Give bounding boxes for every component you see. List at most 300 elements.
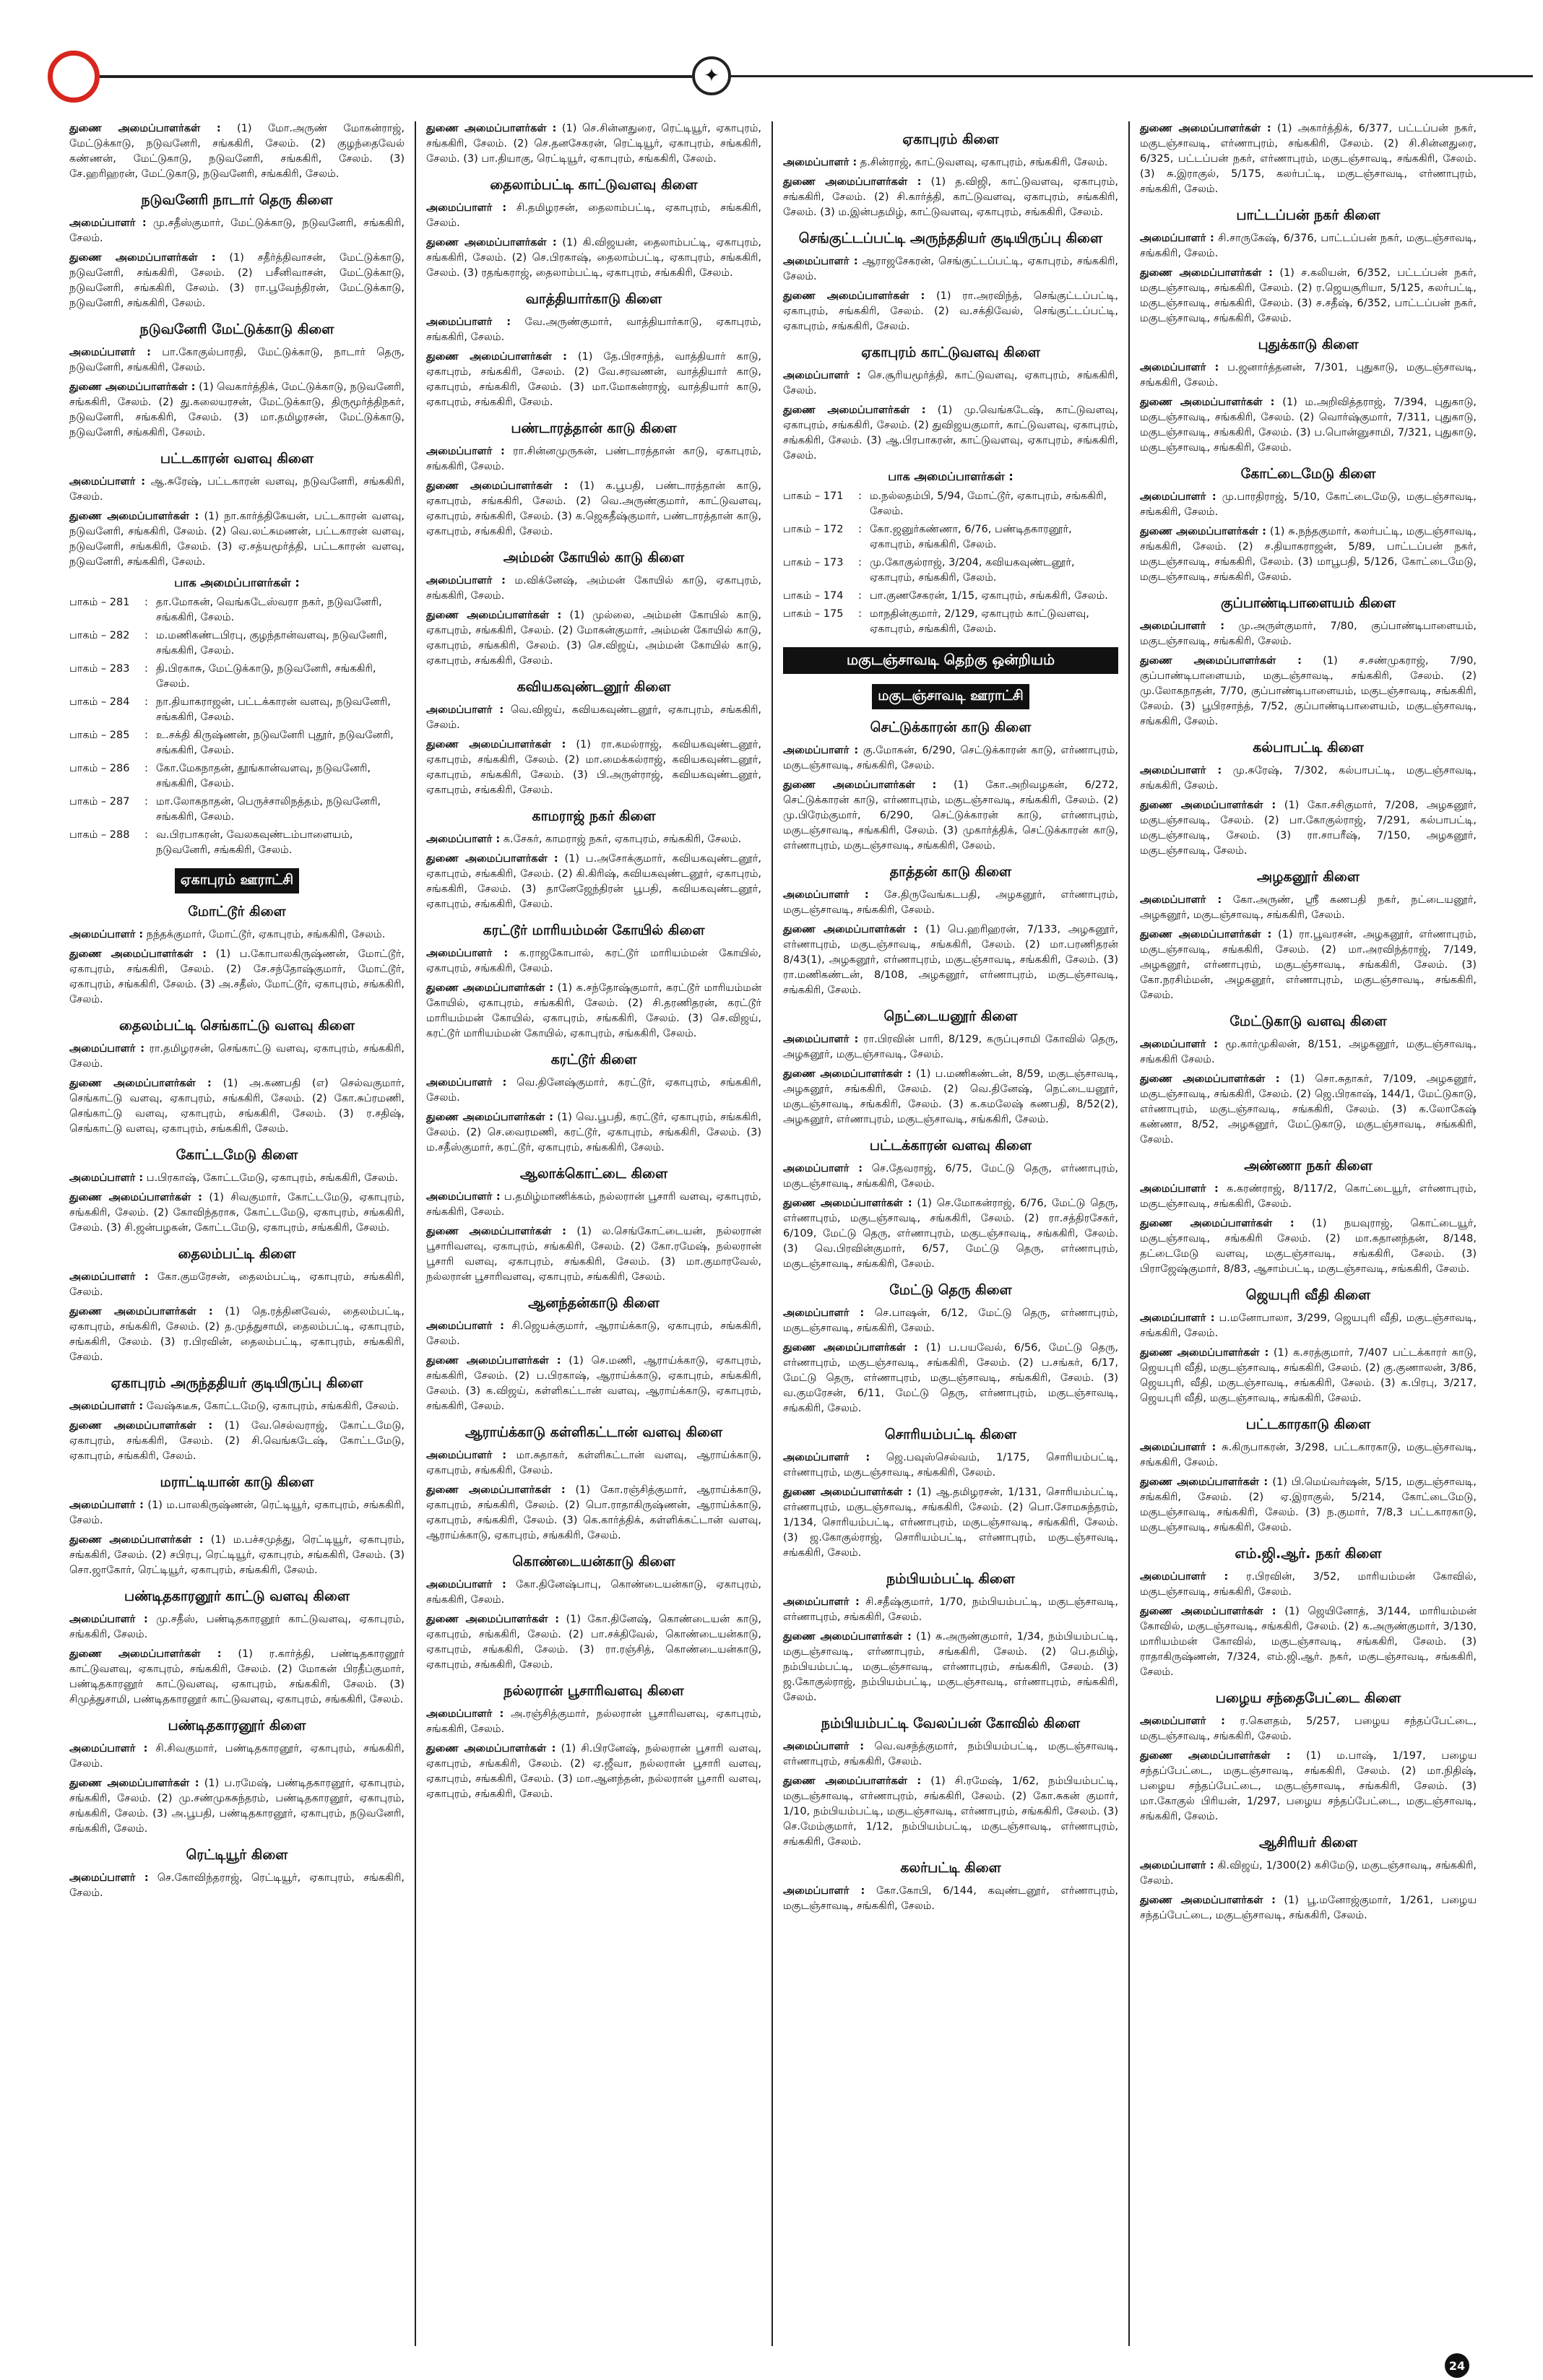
branch-title: ஏகாபுரம் கிளை [902,131,999,147]
role-label: அமைப்பாளர் : [783,157,857,168]
page-number: 24 [1445,2353,1469,2378]
officer-details: ரா.பிரவின் பாரி, 8/129, கருப்புசாமி கோவில் தெரு, அழகனூர், மகுடஞ்சாவடி, சேலம். [783,1034,1119,1060]
officer-details: கோ.கோபி, 6/144, கவுண்டனூர், எர்ணாபுரம், மகுடஞ்சாவடி, சங்ககிரி, சேலம். [783,1885,1118,1912]
role-label: துணை அமைப்பாளர்கள் : [426,853,558,865]
branch-title: தாத்தன் காடு கிளை [889,864,1012,880]
officer-entry [69,1741,405,1772]
officer-details: மு.அருள்குமார், 7/80, குப்பாண்டிபாளையம், மகுடஞ்சாவடி, சங்ககிரி, சேலம். [1140,620,1477,647]
officer-entry [426,1483,761,1544]
officer-details: (1) மோ.அருண் மோகன்ராஜ், மேட்டுக்காடு, நடுவனேரி, சங்ககிரி, சேலம். (2) குழந்தைவேல் கண்ணன், மேட்டுகாடு, நடுவனேரி, சங்ககிரி, சேலம். (3) சே.ஹரிஹரன், மேட்டுகாடு, நடுவனேரி, சங்ககிரி, சேலம். [69,123,405,180]
officer-entry [426,121,761,167]
branch-title: பாட்டப்பன் நகர் கிளை [1236,207,1380,223]
role-label: அமைப்பாளர் : [783,370,861,381]
role-label: துணை அமைப்பாளர்கள் : [69,1192,202,1203]
officer-details: கோ.அருண், ஸ்ரீ கணபதி நகர், நட்டையனூர், அழகனூர், மகுடஞ்சாவடி, சங்ககிரி, சேலம். [1140,894,1477,921]
separator: : [144,663,148,675]
officer-entry [783,1032,1118,1063]
officer-details: (1) க.பூபதி, பண்டாரத்தான் காடு, ஏகாபுரம், சங்ககிரி, சேலம். (2) வெ.அருண்குமார், காட்டுவளவு, ஏகாபுரம், சங்ககிரி, சேலம். (3) க.ஜெகதீஷ்குமார், பண்டாரத்தான் காடு, ஏகாபுரம், சங்ககிரி, சேலம். [426,480,761,537]
header-rule-right [731,75,1533,77]
role-label: துணை அமைப்பாளர்கள் : [783,1487,912,1498]
officer-details: சி.சிவகுமார், பண்டிதகாரனூர், ஏகாபுரம், சங்ககிரி, சேலம். [69,1743,405,1770]
officer-entry [69,251,405,311]
booth-number: பாகம் – 172 [783,524,844,535]
officer-entry [426,608,761,669]
role-label: துணை அமைப்பாளர்கள் : [69,1534,204,1546]
branch-title: பண்டாரத்தான் காடு கிளை [511,420,677,436]
booth-officer: மு.கோகுல்ராஜ், 3/204, கவியகவுண்டனூர், ஏகாபுரம், சங்ககிரி, சேலம். [870,557,1075,584]
officer-entry [426,946,761,977]
officer-entry [783,1774,1118,1850]
officer-entry [1140,1570,1477,1600]
booth-officer: உ.சக்தி கிருஷ்ணன், நடுவனேரி புதூர், நடுவனேரி, சங்ககிரி, சேலம். [156,730,394,756]
separator: : [858,524,862,535]
officer-entry [69,475,405,505]
panchayat-banner: ஏகாபுரம் ஊராட்சி [175,868,299,893]
role-label: துணை அமைப்பாளர்கள் : [783,176,922,188]
booth-row [69,828,405,858]
officer-details: (1) செ.சின்னதுரை, ரெட்டியூர், ஏகாபுரம், சங்ககிரி, சேலம். (2) செ.தனசேகரன், ரெட்டியூர், ஏகாபுரம், சங்ககிரி, சேலம். (3) பா.தியாகு, ரெட்டியூர், ஏகாபுரம், சங்ககிரி, சேலம். [426,123,761,165]
booth-row [783,555,1118,586]
officer-entry [69,1612,405,1643]
officer-entry [426,479,761,540]
role-label: துணை அமைப்பாளர்கள் : [426,1614,560,1625]
column-4 [1130,121,1487,2346]
officer-details: சே.திருவேங்கடபதி, அழகனூர், எர்ணாபுரம், மகுடஞ்சாவடி, சங்ககிரி, சேலம். [783,889,1118,916]
role-label: அமைப்பாளர் : [69,217,147,229]
officer-entry [426,1224,761,1285]
role-label: அமைப்பாளர் : [426,834,501,845]
separator: : [144,730,148,741]
branch-title: தைலாம்பட்டி காட்டுவளவு கிளை [490,177,698,193]
role-label: அமைப்பாளர் : [426,1450,507,1461]
branch-title: புதுக்காடு கிளை [1258,337,1359,352]
branch-title: கோட்டைமேடு கிளை [1240,466,1376,482]
officer-details: மு.சுரேஷ், 7/302, கல்பாபட்டி, மகுடஞ்சாவடி, சங்ககிரி, சேலம். [1140,765,1477,792]
role-label: துணை அமைப்பாளர்கள் : [783,1631,912,1643]
officer-entry [69,1498,405,1528]
officer-entry [69,1871,405,1901]
officer-entry [783,888,1118,918]
role-label: துணை அமைப்பாளர்கள் : [69,948,207,960]
separator: : [858,590,862,602]
booth-number: பாகம் – 175 [783,608,844,620]
role-label: துணை அமைப்பாளர்கள் : [1140,1895,1276,1906]
officer-details: செ.தேவராஜ், 6/75, மேட்டு தெரு, எர்ணாபுரம், மகுடஞ்சாவடி, சங்ககிரி, சேலம். [783,1163,1118,1190]
role-label: துணை அமைப்பாளர்கள் : [426,739,566,750]
booth-heading: பாக அமைப்பாளர்கள் : [174,576,300,589]
booth-number: பாகம் – 284 [69,696,130,708]
booth-number: பாகம் – 171 [783,490,844,502]
separator: : [144,796,148,808]
booth-officer: ம.மணிகண்டபிரபு, குழந்தான்வளவு, நடுவனேரி, சங்ககிரி, சேலம். [156,630,387,657]
role-label: அமைப்பாளர் : [783,1741,865,1752]
officer-details: (1) ப.பயவேல், 6/56, மேட்டு தெரு, எர்ணாபுரம், மகுடஞ்சாவடி, சங்ககிரி, சேலம். (2) ப.சங்கர், 6/17, மேட்டு தெரு, எர்ணாபுரம், மகுடஞ்சாவடி, சங்ககிரி, சேலம். (3) வ.குமரேசன், 6/11, மேட்டு தெரு, எர்ணாபுரம், மகுடஞ்சாவடி, சங்ககிரி, சேலம். [783,1342,1118,1414]
role-label: துணை அமைப்பாளர்கள் : [426,1484,566,1496]
officer-entry [783,368,1118,399]
role-label: துணை அமைப்பாளர்கள் : [426,480,569,492]
branch-title: ஜெயபுரி வீதி கிளை [1245,1287,1371,1303]
role-label: அமைப்பாளர் : [69,1743,148,1754]
role-label: துணை அமைப்பாளர்கள் : [1140,929,1272,940]
officer-entry [69,1399,405,1414]
officer-details: ரா.சின்னமுருகன், பண்டாரத்தான் காடு, ஏகாபுரம், சங்ககிரி, சேலம். [426,446,761,472]
officer-details: (1) கோ.ரஞ்சித்குமார், ஆராய்க்காடு, ஏகாபுரம், சங்ககிரி, சேலம். (2) பொ.ராதாகிருஷ்ணன், ஆராய்க்காடு, ஏகாபுரம், சங்ககிரி, சேலம். (3) கெ.கார்த்திக், கள்ளிக்கட்டான் வளவு, ஆராய்க்காடு, ஏகாபுரம், சங்ககிரி, சேலம். [426,1484,761,1541]
officer-entry [1140,798,1477,859]
officer-details: க.கரண்ராஜ், 8/117/2, கொட்டையூர், எர்ணாபுரம், மகுடஞ்சாவடி, சங்ககிரி, சேலம். [1140,1183,1477,1210]
officer-details: (1) நயவுராஜ், கொட்டையூர், மகுடஞ்சாவடி, சங்ககிரி சேலம். (2) மா.கதானந்தன், 8/148, தட்டைமேடு வளவு, மகுடஞ்சாவடி, சங்ககிரி, சேலம். (3) பிராஜேஷ்குமார், 8/83, ஆசாம்பட்டி, மகுடஞ்சாவடி, சங்ககிரி, சேலம். [1140,1218,1477,1275]
officer-details: க.சேகர், காமராஜ் நகர், ஏகாபுரம், சங்ககிரி, சேலம். [503,834,742,845]
officer-details: (1) ப.கோபாலகிருஷ்ணன், மோட்டூர், ஏகாபுரம், சங்ககிரி, சேலம். (2) சே.சந்தோஷ்குமார், மோட்டூர், ஏகாபுரம், சங்ககிரி, சேலம். (3) அ.சதீஸ், மோட்டூர், ஏகாபுரம், சங்ககிரி, சேலம். [69,948,405,1005]
officer-details: கோ.குமரேசன், தைலம்பட்டி, ஏகாபுரம், சங்ககிரி, சேலம். [69,1271,405,1298]
officer-entry [1140,1311,1477,1341]
booth-officer: தா.மோகன், வெங்கடேஸ்வரா நகர், நடுவனேரி, சங்ககிரி, சேலம். [156,597,382,623]
officer-entry [426,981,761,1042]
role-label: துணை அமைப்பாளர்கள் : [1140,1606,1276,1617]
officer-entry [783,254,1118,285]
officer-details: வெ.விஜய், கவியகவுண்டனூர், ஏகாபுரம், சங்ககிரி, சேலம். [426,704,761,731]
role-label: துணை அமைப்பாளர்கள் : [1140,1073,1280,1085]
officer-details: (1) வெ.பூபதி, கரட்டூர், ஏகாபுரம், சங்ககிரி, சேலம். (2) செ.வைரமணி, கரட்டூர், ஏகாபுரம், சங்ககிரி, சேலம். (3) ம.சதீஸ்குமார், கரட்டூர், ஏகாபுரம், சங்ககிரி, சேலம். [426,1112,761,1154]
officer-details: ப.மனோபாலா, 3/299, ஜெயபுரி வீதி, மகுடஞ்சாவடி, சங்ககிரி, சேலம். [1140,1312,1477,1339]
branch-title: ரெட்டியூர் கிளை [186,1847,288,1863]
officer-entry [1140,121,1477,197]
separator: : [144,630,148,641]
officer-entry [1140,1216,1477,1277]
officer-details: ஆ.சுரேஷ், பட்டகாரன் வளவு, நடுவனேரி, சங்ககிரி, சேலம். [69,476,405,503]
booth-officer: மா.லோகநாதன், பெருச்சாலிநத்தம், நடுவனேரி, சங்ககிரி, சேலம். [156,796,381,823]
officer-details: (1) சு.அருண்குமார், 1/34, நம்பியம்பட்டி, மகுடஞ்சாவடி, எர்ணாபுரம், சங்ககிரி, சேலம். (2) பெ.தமிழ், நம்பியம்பட்டி, மகுடஞ்சாவடி, எர்ணாபுரம், சங்ககிரி, சேலம். (3) ஜ.கோகுல்ராஜ், நம்பியம்பட்டி, மகுடஞ்சாவடி, எர்ணாபுரம், சங்ககிரி, சேலம். [783,1631,1119,1703]
branch-title: மேட்டு தெரு கிளை [889,1282,1012,1298]
booth-row [69,795,405,825]
role-label: துணை அமைப்பாளர்கள் : [426,982,554,994]
booth-row [69,728,405,758]
branch-title: கோட்டமேடு கிளை [176,1147,298,1163]
booth-number: பாகம் – 286 [69,763,130,774]
officer-entry [69,1171,405,1186]
branch-title: நம்பியம்பட்டி கிளை [886,1571,1016,1587]
officer-entry [1140,619,1477,649]
branch-title: செங்குட்டப்பட்டி அருந்ததியர் குடியிருப்பு கிளை [798,230,1103,246]
role-label: அமைப்பாளர் : [1140,1183,1219,1195]
officer-entry [1140,1072,1477,1148]
officer-details: (1) சி.பிரனேஷ், நல்லரான் பூசாரி வளவு, ஏகாபுரம், சங்ககிரி, சேலம். (2) ஏ.ஜீவா, நல்லரான் பூசாரி வளவு, ஏகாபுரம், சங்ககிரி, சேலம். (3) மா.ஆனந்தன், நல்லரான் பூசாரி வளவு, ஏகாபுரம், சங்ககிரி, சேலம். [426,1743,762,1800]
officer-entry [783,1485,1118,1561]
officer-entry [783,1341,1118,1416]
officer-details: (1) தெ.ரத்தினவேல், தைலம்பட்டி, ஏகாபுரம், சங்ககிரி, சேலம். (2) த.முத்துசாமி, தைலம்பட்டி, ஏகாபுரம், சங்ககிரி, சேலம். (3) ர.பிரவின், தைலம்பட்டி, ஏகாபுரம், சங்ககிரி, சேலம். [69,1306,405,1363]
role-label: அமைப்பாளர் : [1140,491,1216,503]
officer-entry [783,175,1118,220]
branch-title: வாத்தியார்காடு கிளை [525,291,662,307]
role-label: துணை அமைப்பாளர்கள் : [69,1306,213,1317]
branch-title: பழைய சந்தைபேட்டை கிளை [1215,1690,1401,1706]
role-label: துணை அமைப்பாளர்கள் : [426,237,557,248]
booth-officer: பா.குணசேகரன், 1/15, ஏகாபுரம், சங்ககிரி, சேலம். [870,590,1108,602]
officer-entry [783,922,1118,998]
officer-entry [783,1595,1118,1625]
role-label: துணை அமைப்பாளர்கள் : [783,924,918,935]
booth-officer: கோ.மேகநாதன், தூங்கான்வளவு, நடுவனேரி, சங்ககிரி, சேலம். [156,763,371,789]
officer-details: (1) ம.பச்சமுத்து, ரெட்டியூர், ஏகாபுரம், சங்ககிரி, சேலம். (2) சபிரபு, ரெட்டியூர், ஏகாபுரம், சங்ககிரி, சேலம். (3) சொ.ஜாகோர், ரெட்டியூர், ஏகாபுரம், சங்ககிரி, சேலம். [69,1534,405,1576]
panchayat-banner: மகுடஞ்சாவடி ஊராட்சி [872,684,1029,709]
officer-details: க.ராஜகோபால், கரட்டூர் மாரியம்மன் கோயில், ஏகாபுரம், சங்ககிரி, சேலம். [426,948,762,974]
officer-details: (1) ப.மணிகண்டன், 8/59, மகுடஞ்சாவடி, அழகனூர், சங்ககிரி, சேலம். (2) வெ.தினேஷ், நெட்டையனூர், மகுடஞ்சாவடி, சங்ககிரி, சேலம். (3) க.கமலேஷ் கணபதி, 8/52(2), அழகனூர், எர்ணாபுரம், மகுடஞ்சாவடி, சங்ககிரி, சேலம். [783,1068,1119,1125]
officer-entry [69,121,405,182]
branch-title: பட்டகாரன் வளவு கிளை [160,451,314,467]
role-label: துணை அமைப்பாளர்கள் : [1140,267,1273,279]
officer-entry [1140,1749,1477,1825]
officer-details: (1) செ.மணி, ஆராய்க்காடு, ஏகாபுரம், சங்ககிரி, சேலம். (2) ப.பிரகாஷ், ஆராய்க்காடு, ஏகாபுரம், சங்ககிரி, சேலம். (3) க.விஜய், கள்ளிகட்டான் வளவு, ஆராய்க்காடு, ஏகாபுரம், சங்ககிரி, சேலம். [426,1355,761,1412]
officer-details: (1) சதீர்த்திவாசன், மேட்டுக்காடு, நடுவனேரி, சங்ககிரி, சேலம். (2) பசீனிவாசன், மேட்டுக்காடு, நடுவனேரி, சங்ககிரி, சேலம். (3) ரா.பூவேந்திரன், மேட்டுக்காடு, நடுவனேரி, சங்ககிரி, சேலம். [69,252,405,309]
officer-details: (1) ர.கார்த்தி, பண்டிதகாரனூர் காட்டுவளவு, ஏகாபுரம், சங்ககிரி, சேலம். (2) மோகன் பிரதீப்குமார், பண்டிதகாரனூர் காட்டுவளவு, ஏகாபுரம், சங்ககிரி, சேலம். (3) சிமுத்துசாமி, பண்டிதகாரனூர் காட்டுவளவு, ஏகாபுரம், சங்ககிரி, சேலம். [69,1648,405,1705]
role-label: அமைப்பாளர் : [69,1500,144,1511]
role-label: அமைப்பாளர் : [1140,1860,1214,1871]
officer-details: செ.பாஷன், 6/12, மேட்டு தெரு, எர்ணாபுரம், மகுடஞ்சாவடி, சங்ககிரி, சேலம். [783,1307,1118,1334]
role-label: அமைப்பாளர் : [426,1077,507,1089]
newspaper-columns [59,121,1487,2346]
officer-entry [69,1776,405,1837]
officer-details: அ.ரஞ்சித்குமார், நல்லரான் பூசாரிவளவு, ஏகாபுரம், சங்ககிரி, சேலம். [426,1708,761,1735]
officer-details: (1) நா.கார்த்திகேயன், பட்டகாரன் வளவு, நடுவனேரி, சங்ககிரி, சேலம். (2) வெ.லட்சுமணன், பட்டகாரன் வளவு, நடுவனேரி, சங்ககிரி, சேலம். (3) ஏ.சத்யமூர்த்தி, பட்டகாரன் வளவு, நடுவனேரி, சங்ககிரி, சேலம். [69,511,405,568]
officer-details: (1) ஆ.தமிழரசன், 1/131, சொரியம்பட்டி, எர்ணாபுரம், மகுடஞ்சாவடி, சங்ககிரி, சேலம். (2) பொ.சோமசுந்தரம், 1/134, சொரியம்பட்டி, எர்ணாபுரம், மகுடஞ்சாவடி, சங்ககிரி, சேலம். (3) ஜ.கோகுல்ராஜ், சொரியம்பட்டி, எர்ணாபுரம், மகுடஞ்சாவடி, சங்ககிரி, சேலம். [783,1487,1118,1559]
branch-title: எம்.ஜி.ஆர். நகர் கிளை [1235,1546,1382,1562]
officer-details: ஆராஜசேகரன், செங்குட்டப்பட்டி, ஏகாபுரம், சங்ககிரி, சேலம். [783,256,1118,282]
role-label: அமைப்பாளர் : [1140,362,1219,373]
union-banner: மகுடஞ்சாவடி தெற்கு ஒன்றியம் [783,647,1118,674]
officer-entry [783,155,1118,170]
role-label: துணை அமைப்பாளர்கள் : [783,404,926,416]
booth-row [69,695,405,725]
officer-details: (1) வெகார்த்திக், மேட்டுக்காடு, நடுவனேரி, சங்ககிரி, சேலம். (2) து.கலையரசன், மேட்டுக்காடு, திருமூர்த்திநகர், நடுவனேரி, சங்ககிரி, சேலம். (3) மா.தமிழரசன், மேட்டுக்காடு, நடுவனேரி, சங்ககிரி, சேலம். [69,381,405,438]
role-label: துணை அமைப்பாளர்கள் : [783,290,925,302]
role-label: துணை அமைப்பாளர்கள் : [426,1355,561,1367]
role-label: அமைப்பாளர் : [426,1191,501,1203]
role-label: துணை அமைப்பாளர்கள் : [783,1198,912,1209]
officer-entry [69,380,405,441]
officer-entry [1140,1037,1477,1068]
officer-entry [426,574,761,604]
branch-title: பட்டகாரகாடு கிளை [1245,1416,1371,1432]
role-label: அமைப்பாளர் : [69,1271,149,1283]
officer-details: கு.மோகன், 6/290, செட்டுக்காரன் காடு, எர்ணாபுரம், மகுடஞ்சாவடி, சங்ககிரி, சேலம். [783,745,1119,771]
branch-title: ஏகாபுரம் அருந்ததியர் குடியிருப்பு கிளை [111,1375,363,1391]
officer-entry [1140,490,1477,520]
officer-details: வே.அருண்குமார், வாத்தியார்காடு, ஏகாபுரம், சங்ககிரி, சேலம். [426,316,761,343]
booth-officer: நா.தியாகராஜன், பட்டக்காரன் வளவு, நடுவனேரி, சங்ககிரி, சேலம். [156,696,391,723]
officer-entry [426,315,761,345]
officer-entry [69,1270,405,1300]
officer-details: (1) கி.விஜயன், தைலாம்பட்டி, ஏகாபுரம், சங்ககிரி, சேலம். (2) செ.பிரகாஷ், தைலாம்பட்டி, ஏகாபுரம், சங்ககிரி, சேலம். (3) ரதங்கராஜ், தைலாம்பட்டி, ஏகாபுரம், சங்ககிரி, சேலம். [426,237,762,279]
role-label: அமைப்பாளர் : [426,948,509,959]
officer-details: (1) முல்லை, அம்மன் கோயில் காடு, ஏகாபுரம், சங்ககிரி, சேலம். (2) மோகன்குமார், அம்மன் கோயில் காடு, ஏகாபுரம், சங்ககிரி, சேலம். (3) செ.விஜய், அம்மன் கோயில் காடு, ஏகாபுரம், சங்ககிரி, சேலம். [426,610,761,667]
officer-details: (1) க.சரத்குமார், 7/407 பட்டக்காரர் காடு, ஜெயபுரி வீதி, மகுடஞ்சாவடி, சங்ககிரி, சேலம். (2) கு.குணாலன், 3/86, ஜெயபுரி, வீதி, மகுடஞ்சாவடி, சங்ககிரி, சேலம். (3) க.பிரபு, 3/217, ஜெயபுரி வீதி, மகுடஞ்சாவடி, சங்ககிரி, சேலம். [1140,1347,1477,1404]
officer-entry [426,1707,761,1737]
role-label: அமைப்பாளர் : [426,1708,504,1720]
role-label: அமைப்பாளர் : [1140,765,1222,776]
branch-title: நல்லரான் பூசாரிவளவு கிளை [503,1683,684,1699]
officer-details: சி.தமிழரசன், தைலாம்பட்டி, ஏகாபுரம், சங்ககிரி, சேலம். [426,202,762,229]
role-label: அமைப்பாளர் : [1140,233,1214,244]
column-3 [773,121,1130,2346]
separator: : [144,763,148,774]
officer-entry [1140,266,1477,326]
branch-title: நெட்டையனூர் கிளை [883,1008,1018,1024]
officer-entry [426,1612,761,1673]
role-label: துணை அமைப்பாளர்கள் : [69,1420,213,1432]
column-2 [416,121,773,2346]
role-label: துணை அமைப்பாளர்கள் : [783,1068,912,1080]
officer-entry [426,1110,761,1156]
role-label: துணை அமைப்பாளர்கள் : [69,1648,222,1660]
role-label: அமைப்பாளர் : [69,1614,148,1625]
officer-entry [1140,1475,1477,1536]
role-label: துணை அமைப்பாளர்கள் : [426,351,567,363]
role-label: துணை அமைப்பாளர்கள் : [426,123,557,134]
officer-details: வேஷ்கடீசு, கோட்டமேடு, ஏகாபுரம், சங்ககிரி, சேலம். [146,1401,399,1412]
role-label: துணை அமைப்பாளர்கள் : [1140,1347,1269,1359]
officer-details: (1) ஜெயினோத், 3/144, மாரியம்மன் கோவில், மகுடஞ்சாவடி, சங்ககிரி, சேலம். (2) க.அருண்குமார், 3/130, மாரியம்மன் கோவில், மகுடஞ்சாவடி, சங்ககிரி, சேலம். (3) ராதாகிருஷ்ணன், 7/324, எம்.ஜி.ஆர். நகர், மகுடஞ்சாவடி, சங்ககிரி, சேலம். [1140,1606,1477,1678]
officer-entry [1140,1440,1477,1471]
role-label: அமைப்பாளர் : [1140,1442,1216,1453]
role-label: அமைப்பாளர் : [1140,1571,1229,1583]
officer-details: (1) ப.அசோக்குமார், கவியகவுண்டனூர், ஏகாபுரம், சங்ககிரி, சேலம். (2) கி.கிரிஷ், கவியகவுண்டனூர், ஏகாபுரம், சங்ககிரி, சேலம். (3) தானேஜேந்திரன் பூபதி, கவியகவுண்டனூர், ஏகாபுரம், சங்ககிரி, சேலம். [426,853,762,910]
role-label: அமைப்பாளர் : [69,476,146,488]
role-label: துணை அமைப்பாளர்கள் : [1140,655,1302,667]
officer-entry [1140,1604,1477,1680]
role-label: துணை அமைப்பாளர்கள் : [783,1775,922,1787]
booth-number: பாகம் – 288 [69,829,130,841]
officer-entry [426,1448,761,1479]
role-label: துணை அமைப்பாளர்கள் : [1140,1750,1291,1762]
booth-row [69,662,405,692]
booth-row [783,607,1118,637]
officer-details: மு.பாரதிராஜ், 5/10, கோட்டைமேடு, மகுடஞ்சாவடி, சங்ககிரி, சேலம். [1140,491,1477,518]
officer-details: (1) பெ.ஹரிஹரன், 7/133, அழகனூர், எர்ணாபுரம், மகுடஞ்சாவடி, சங்ககிரி, சேலம். (2) மா.பரணிதரன் 8/43(1), அழகனூர், எர்ணாபுரம், மகுடஞ்சாவடி, சங்ககிரி, சேலம். (3) ரா.மணிகண்டன், 8/108, அழகனூர், எர்ணாபுரம், மகுடஞ்சாவடி, சங்ககிரி, சேலம். [783,924,1118,996]
booth-number: பாகம் – 173 [783,557,844,568]
separator: : [144,597,148,608]
booth-officer: தி.பிரகாசு, மேட்டுக்காடு, நடுவனேரி, சங்ககிரி, சேலம். [156,663,376,690]
officer-details: த.சின்ராஜ், காட்டுவளவு, ஏகாபுரம், சங்ககிரி, சேலம். [860,157,1108,168]
role-label: அமைப்பாளர் : [783,1307,865,1319]
officer-details: சி.ஜெயக்குமார், ஆராய்க்காடு, ஏகாபுரம், சங்ககிரி, சேலம். [426,1320,762,1347]
officer-entry [69,927,405,943]
officer-entry [426,235,761,281]
officer-details: ம.விக்னேஷ், அம்மன் கோயில் காடு, ஏகாபுரம், சங்ககிரி, சேலம். [426,575,761,602]
officer-entry [783,1739,1118,1770]
officer-details: வெ.தினேஷ்குமார், கரட்டூர், ஏகாபுரம், சங்ககிரி, சேலம். [426,1077,761,1104]
officer-entry [426,201,761,231]
branch-title: ஆலாக்கொட்டை கிளை [519,1166,668,1182]
officer-details: (1) ரா.பூவரசன், அழகனூர், எர்ணாபுரம், மகுடஞ்சாவடி, சங்ககிரி, சேலம். (2) மா.அரவிந்த்ராஜ், 7/149, அழகனூர், எர்ணாபுரம், மகுடஞ்சாவடி, சங்ககிரி, சேலம். (3) கோ.நரசிம்மன், அழகனூர், எர்ணாபுரம், மகுடஞ்சாவடி, சங்ககிரி, சேலம். [1140,929,1477,1001]
booth-row [69,628,405,659]
branch-title: காமராஜ் நகர் கிளை [532,808,656,824]
officer-details: (1) தே.பிரசாந்த், வாத்தியார் காடு, ஏகாபுரம், சங்ககிரி, சேலம். (2) வே.சரவணன், வாத்தியார் காடு, ஏகாபுரம், சங்ககிரி, சேலம். (3) மா.மோகன்ராஜ், வாத்தியார் காடு, ஏகாபுரம், சங்ககிரி, சேலம். [426,351,761,408]
officer-details: (1) ம.அறிவித்தராஜ், 7/394, புதுகாடு, மகுடஞ்சாவடி, சங்ககிரி, சேலம். (2) வொர்ஷ்குமார், 7/311, புதுகாடு, மகுடஞ்சாவடி, சங்ககிரி, சேலம். (3) ப.பொன்னுசாமி, 7/321, புதுகாடு, மகுடஞ்சாவடி, சங்ககிரி, சேலம். [1140,397,1477,454]
role-label: துணை அமைப்பாளர்கள் : [69,1778,199,1789]
officer-entry [426,703,761,733]
separator: : [858,608,862,620]
role-label: துணை அமைப்பாளர்கள் : [783,779,937,791]
officer-entry [426,1319,761,1349]
officer-details: செ.சூரியமூர்த்தி, காட்டுவளவு, ஏகாபுரம், சங்ககிரி, சேலம். [783,370,1118,397]
officer-details: (1) த.விஜி, காட்டுவளவு, ஏகாபுரம், சங்ககிரி, சேலம். (2) சி.கார்த்தி, காட்டுவளவு, ஏகாபுரம், சங்ககிரி, சேலம். (3) ம.இன்பதமிழ், காட்டுவளவு, ஏகாபுரம், சங்ககிரி, சேலம். [783,176,1119,218]
branch-title: அழகனூர் கிளை [1257,869,1360,885]
officer-details: (1) க.சந்தோஷ்குமார், கரட்டூர் மாரியம்மன் கோயில், ஏகாபுரம், சங்ககிரி, சேலம். (2) சி.தரணிதரன், கரட்டூர் மாரியம்மன் கோயில், ஏகாபுரம், சங்ககிரி, சேலம். (3) செ.விஜய், கரட்டூர் மாரியம்மன் கோயில், ஏகாபுரம், சங்ககிரி, சேலம். [426,982,762,1039]
role-label: அமைப்பாளர் : [783,1596,860,1608]
officer-details: (1) மு.வெங்கடேஷ், காட்டுவளவு, ஏகாபுரம், சங்ககிரி, சேலம். (2) துவிஜயகுமார், காட்டுவளவு, ஏகாபுரம், சங்ககிரி, சேலம். (3) ஆ.பிரபாகரன், காட்டுவளவு, ஏகாபுரம், சங்ககிரி, சேலம். [783,404,1119,462]
officer-entry [1140,231,1477,261]
role-label: துணை அமைப்பாளர்கள் : [69,511,199,522]
role-label: அமைப்பாளர் : [69,929,144,940]
branch-title: கரட்டூர் கிளை [550,1052,637,1068]
circle-emblem-icon [48,51,100,103]
branch-title: கவியகவுண்டனூர் கிளை [517,679,671,695]
officer-details: ர.பிரவின், 3/52, மாரியம்மன் கோவில், மகுடஞ்சாவடி, சங்ககிரி, சேலம். [1140,1571,1477,1598]
role-label: அமைப்பாளர் : [426,202,507,214]
officer-details: ர.கௌதம், 5/257, பழைய சந்தப்பேட்டை, மகுடஞ்சாவடி, சங்ககிரி, சேலம். [1140,1715,1477,1742]
officer-details: (1) அ.கணபதி (எ) செல்வகுமார், செங்காட்டு வளவு, ஏகாபுரம், சங்ககிரி, சேலம். (2) கோ.சுப்ரமணி, செங்காட்டு வளவு, ஏகாபுரம், சங்ககிரி, சேலம். (3) ர.சதிஷ், செங்காட்டு வளவு, ஏகாபுரம், சங்ககிரி, சேலம். [69,1078,405,1135]
officer-entry [1140,893,1477,923]
officer-details: சி.சாருகேஷ், 6/376, பாட்டப்பன் நகர், மகுடஞ்சாவடி, சங்ககிரி, சேலம். [1140,233,1477,259]
role-label: துணை அமைப்பாளர்கள் : [69,252,216,264]
officer-entry [426,852,761,912]
role-label: துணை அமைப்பாளர்கள் : [1140,397,1275,408]
officer-entry [69,1190,405,1236]
officer-entry [783,1306,1118,1336]
booth-officer: மாநதின்குமார், 2/129, ஏகாபுரம் காட்டுவளவு, ஏகாபுரம், சங்ககிரி, சேலம். [870,608,1089,635]
role-label: அமைப்பாளர் : [1140,894,1222,906]
officer-details: (1) ரா.அரவிந்த், செங்குட்டப்பட்டி, ஏகாபுரம், சங்ககிரி, சேலம். (2) வ.சக்திவேல், செங்குட்டப்பட்டி, ஏகாபுரம், சங்ககிரி, சேலம். [783,290,1118,332]
officer-details: சு.கிருபாகரன், 3/298, பட்டகாரகாடு, மகுடஞ்சாவடி, சங்ககிரி, சேலம். [1140,1442,1477,1468]
role-label: அமைப்பாளர் : [1140,1312,1215,1324]
party-logo-icon: ✦ [692,56,731,95]
officer-details: வெ.வசந்த்குமார், நம்பியம்பட்டி, மகுடஞ்சாவடி, எர்ணாபுரம், சங்ககிரி, சேலம். [783,1741,1119,1767]
officer-entry [426,832,761,847]
role-label: அமைப்பாளர் : [783,1452,870,1463]
officer-details: சி.சதீஷ்குமார், 1/70, நம்பியம்பட்டி, மகுடஞ்சாவடி, எர்ணாபுரம், சங்ககிரி, சேலம். [783,1596,1119,1623]
officer-details: (1) சொ.சுதாகர், 7/109, அழகனூர், மகுடஞ்சாவடி, சங்ககிரி, சேலம். (2) ஜெ.பிரகாஷ், 144/1, மேட்டுகாடு, எர்ணாபுரம், மகுடஞ்சாவடி, சங்ககிரி, சேலம். (3) க.லோகேஷ் கண்ணா, 8/52, அழகனூர், மேட்டுகாடு, மகுடஞ்சாவடி, சங்ககிரி, சேலம். [1140,1073,1477,1146]
officer-entry [69,1419,405,1464]
officer-entry [1140,1714,1477,1744]
officer-entry [426,1354,761,1414]
officer-entry [783,778,1118,854]
branch-title: ஆசிரியர் கிளை [1258,1835,1358,1851]
role-label: துணை அமைப்பாளர்கள் : [426,1743,556,1754]
branch-title: குப்பாண்டிபாளையம் கிளை [1220,595,1396,611]
officer-entry [1140,654,1477,730]
officer-details: (1) பூ.மனோஜ்குமார், 1/261, பழைய சந்தப்பேட்டை, மகுடஞ்சாவடி, சங்ககிரி, சேலம். [1140,1895,1477,1921]
role-label: அமைப்பாளர் : [426,1579,506,1591]
branch-title: சொரியம்பட்டி கிளை [884,1427,1017,1442]
officer-details: மூ.கார்முகிலன், 8/151, அழகனூர், மகுடஞ்சாவடி, சங்ககிரி சேலம். [1140,1039,1477,1065]
role-label: அமைப்பாளர் : [69,1043,145,1055]
officer-details: (1) செ.மோகன்ராஜ், 6/76, மேட்டு தெரு, எர்ணாபுரம், மகுடஞ்சாவடி, சங்ககிரி, சேலம். (2) ரா.சத்திரசேகர், 6/109, மேட்டு தெரு, எர்ணாபுரம், மகுடஞ்சாவடி, சங்ககிரி, சேலம். (3) வெ.பிரவின்குமார், 6/57, மேட்டு தெரு, எர்ணாபுரம், மகுடஞ்சாவடி, சங்ககிரி, சேலம். [783,1198,1118,1270]
role-label: துணை அமைப்பாளர்கள் : [426,610,562,621]
officer-details: (1) ச.சண்முகராஜ், 7/90, குப்பாண்டிபாளையம், மகுடஞ்சாவடி, சங்ககிரி, சேலம். (2) மு.லோகநாதன், 7/70, குப்பாண்டிபாளையம், மகுடஞ்சாவடி, சங்ககிரி, சேலம். (3) பூபிரசாந்த், 7/52, குப்பாண்டிபாளையம், மகுடஞ்சாவடி, சங்ககிரி, சேலம். [1140,655,1477,727]
officer-entry [426,444,761,475]
role-label: துணை அமைப்பாளர்கள் : [1140,1476,1268,1488]
branch-title: நடுவனேரி நாடார் தெரு கிளை [141,192,333,208]
separator: : [144,829,148,841]
separator: : [858,490,862,502]
officer-entry [426,1741,761,1802]
officer-details: (1) கோ.தினேஷ், கொண்டையன் காடு, ஏகாபுரம், சங்ககிரி, சேலம். (2) பா.சக்திவேல், கொண்டையன்காடு, ஏகாபுரம், சங்ககிரி, சேலம். (3) ரா.ரஞ்சித், கொண்டையன்காடு, ஏகாபுரம், சங்ககிரி, சேலம். [426,1614,761,1671]
role-label: துணை அமைப்பாளர்கள் : [426,1226,566,1237]
officer-entry [1140,1858,1477,1889]
booth-number: பாகம் – 285 [69,730,130,741]
officer-entry [1140,927,1477,1003]
officer-details: (1) பி.மெய்வர்ஷன், 5/15, மகுடஞ்சாவடி, சங்ககிரி, சேலம். (2) ஏ.இராகுல், 5/214, கோட்டைமேடு, மகுடஞ்சாவடி, சங்ககிரி, சேலம். (3) ந.குமார், 7/8,3 பட்டகாரகாடு, மகுடஞ்சாவடி, சங்ககிரி, சேலம். [1140,1476,1477,1533]
officer-entry [1140,1346,1477,1406]
